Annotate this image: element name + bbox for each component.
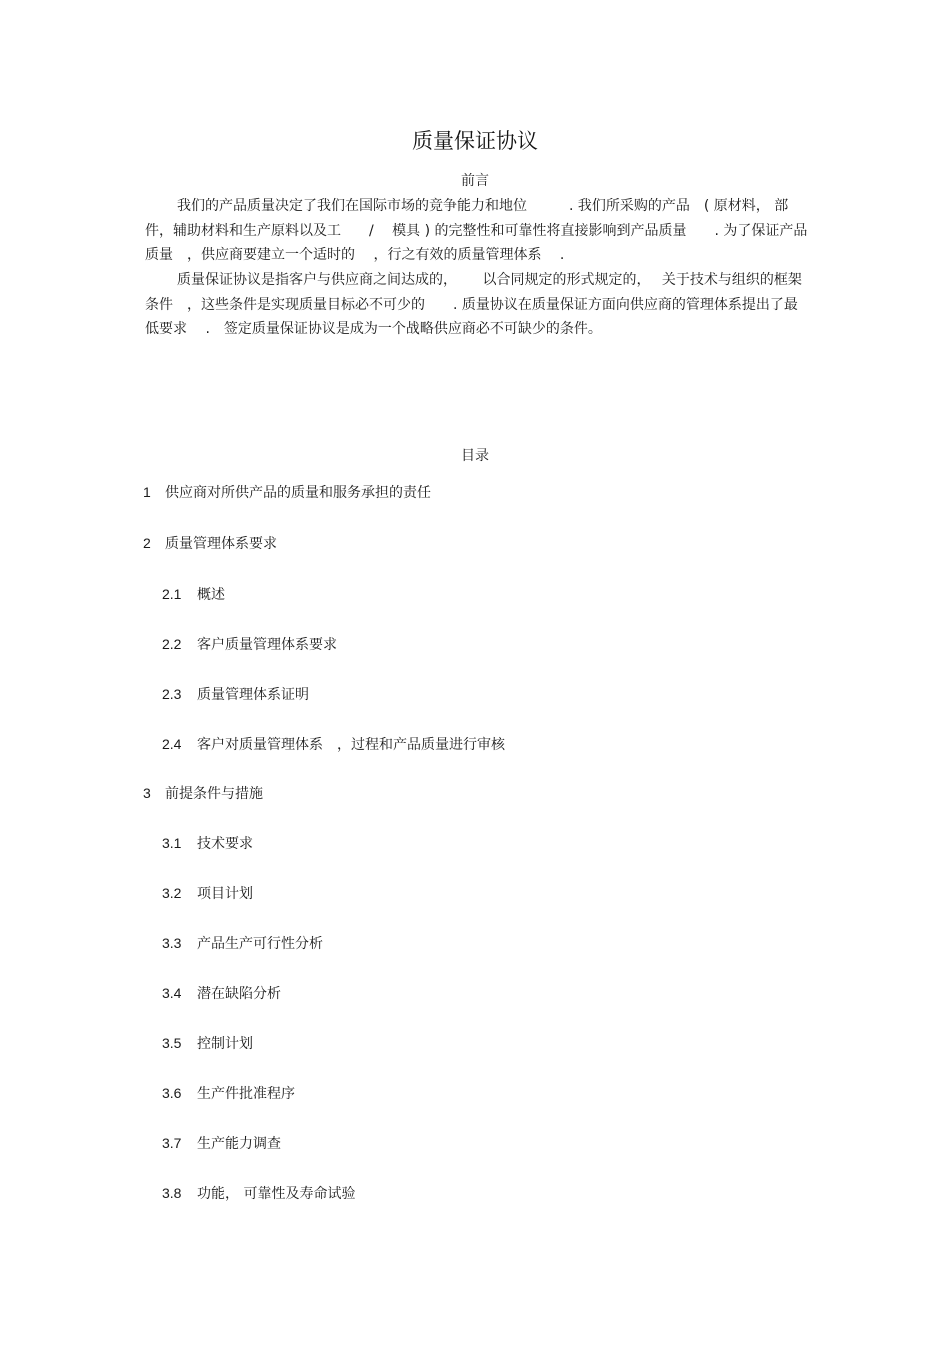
toc-item-label: 质量管理体系证明 bbox=[197, 687, 309, 703]
toc-item-label: 概述 bbox=[197, 587, 225, 603]
toc-item-label: 生产能力调查 bbox=[197, 1136, 281, 1152]
toc-item-label: 质量管理体系要求 bbox=[165, 536, 277, 552]
toc-item-label: 产品生产可行性分析 bbox=[197, 936, 323, 952]
toc-item bbox=[143, 482, 431, 503]
toc-item-label: 项目计划 bbox=[197, 886, 253, 902]
toc-item bbox=[162, 684, 309, 705]
toc-item-label: 功能， 可靠性及寿命试验 bbox=[197, 1186, 356, 1202]
toc-item-number: 3.5 bbox=[162, 1035, 182, 1051]
toc-item bbox=[162, 983, 281, 1004]
toc-item bbox=[162, 1183, 355, 1204]
toc-item-number: 2.2 bbox=[162, 636, 182, 652]
toc-item-label: 前提条件与措施 bbox=[165, 786, 263, 802]
toc-item bbox=[162, 833, 253, 854]
toc-item-label: 客户质量管理体系要求 bbox=[197, 637, 337, 653]
toc-item bbox=[162, 1083, 295, 1104]
toc-item-label: 供应商对所供产品的质量和服务承担的责任 bbox=[165, 485, 431, 501]
toc-item-label: 生产件批准程序 bbox=[197, 1086, 295, 1102]
document-title: 质量保证协议 bbox=[412, 129, 538, 153]
toc-item bbox=[162, 734, 505, 755]
toc-item-label: 客户对质量管理体系 ，过程和产品质量进行审核 bbox=[197, 737, 505, 753]
toc-item-number: 3.1 bbox=[162, 835, 182, 851]
toc-item-number: 3.7 bbox=[162, 1135, 182, 1151]
toc-item-number: 2.1 bbox=[162, 586, 182, 602]
toc-item-number: 3.3 bbox=[162, 935, 182, 951]
toc-item-label: 潜在缺陷分析 bbox=[197, 986, 281, 1002]
toc-item bbox=[162, 1033, 253, 1054]
toc-item bbox=[162, 584, 225, 605]
preface-paragraph-2 bbox=[145, 268, 810, 342]
toc-item-number: 3.6 bbox=[162, 1085, 182, 1101]
toc-item bbox=[162, 933, 323, 954]
toc-heading: 目录 bbox=[461, 448, 489, 464]
toc-item bbox=[143, 783, 263, 804]
toc-item bbox=[162, 634, 337, 655]
toc-item-number: 3.4 bbox=[162, 985, 182, 1001]
toc-item-number: 2.4 bbox=[162, 736, 182, 752]
preface-heading: 前言 bbox=[461, 173, 489, 189]
toc-item-label: 技术要求 bbox=[197, 836, 253, 852]
toc-item-number: 2 bbox=[143, 535, 151, 551]
toc-item bbox=[143, 533, 277, 554]
preface-paragraph-1 bbox=[145, 194, 810, 268]
preface-paragraph-1-text: 我们的产品质量决定了我们在国际市场的竞争能力和地位 . 我们所采购的产品 ( 原材料， 部件，辅助材料和生产原料以及工 / 模具 ) 的完整性和可靠性将直接影响到产品质量 . 为了保证产品质量 ，供应商要建立一个适时的 ，行之有效的质量管理体系 . bbox=[145, 198, 808, 263]
toc-item-label: 控制计划 bbox=[197, 1036, 253, 1052]
toc-item-number: 3.2 bbox=[162, 885, 182, 901]
toc-item-number: 1 bbox=[143, 484, 151, 500]
toc-item bbox=[162, 1133, 281, 1154]
preface-paragraph-2-text: 质量保证协议是指客户与供应商之间达成的， 以合同规定的形式规定的， 关于技术与组织的框架条件 ，这些条件是实现质量目标必不可少的 . 质量协议在质量保证方面向供应商的管理体系提出了最低要求 . 签定质量保证协议是成为一个战略供应商必不可缺少的条件。 bbox=[145, 272, 802, 337]
toc-item bbox=[162, 883, 253, 904]
toc-item-number: 3 bbox=[143, 785, 151, 801]
toc-item-number: 3.8 bbox=[162, 1185, 182, 1201]
toc-item-number: 2.3 bbox=[162, 686, 182, 702]
